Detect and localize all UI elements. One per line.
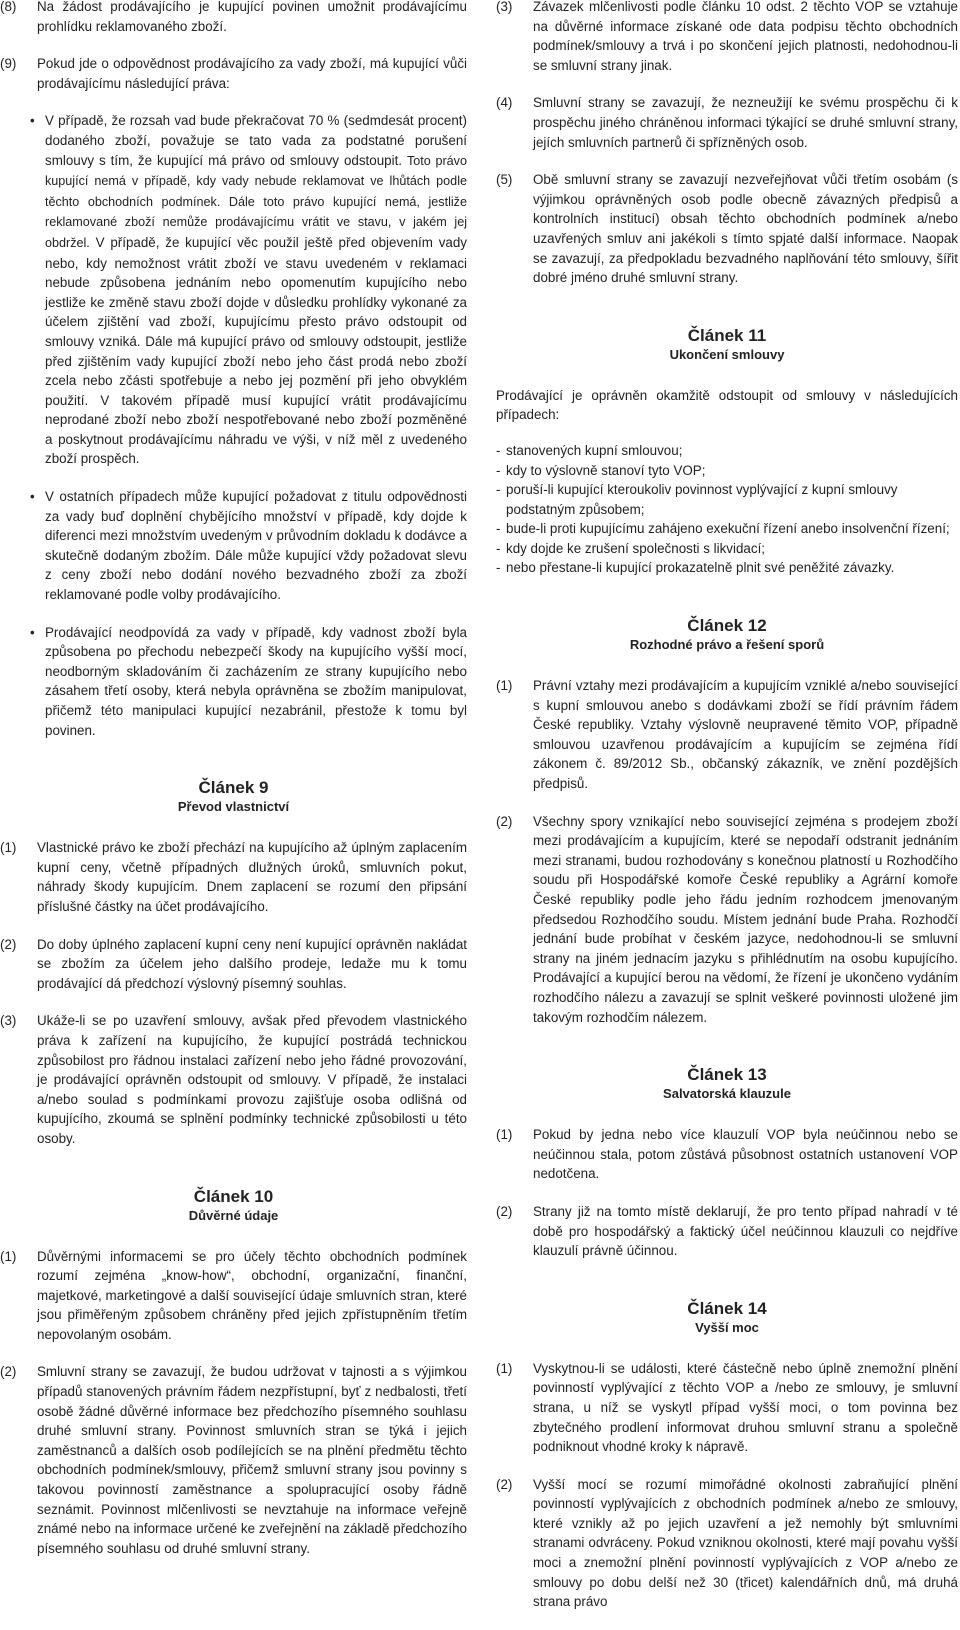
- article-12-clause-2: [496, 812, 958, 1028]
- article-11-list: [496, 441, 958, 578]
- article-9-clause-1: [0, 838, 467, 916]
- list-item: - kdy dojde ke zrušení společnosti s likvidací;: [496, 539, 958, 559]
- list-item: - bude-li proti kupujícímu zahájeno exekuční řízení anebo insolvenční řízení;: [496, 519, 958, 539]
- bullet-text: Prodávající neodpovídá za vady v případě, kdy vadnost zboží byla způsobena po přechodu nebezpečí škody na kupujícího vyšší mocí, neodborným skladováním či zacházením ze strany kupujícího nebo zásahem třetí osoby, která nebyla oprávněna se zbožím manipulovat, přičemž této manipulaci kupující nezabránil, přestože k tomu byl povinen.: [45, 624, 467, 738]
- clause-text: Na žádost prodávajícího je kupující povinen umožnit prodávajícímu prohlídku reklamovaného zboží.: [37, 0, 467, 34]
- clause-number: (3): [0, 1013, 17, 1029]
- article-9-title: Článek 9: [198, 778, 269, 798]
- clause-9: [0, 54, 467, 93]
- bullet-item-rights-1: [0, 111, 467, 469]
- article-9-subtitle: Převod vlastnictví: [177, 799, 290, 815]
- bullet-item-rights-3: [0, 623, 467, 741]
- article-14-clause-2: [496, 1475, 958, 1612]
- article-10-clause-5: [496, 170, 958, 288]
- clause-number: (1): [0, 1248, 17, 1264]
- clause-number: (1): [0, 840, 17, 856]
- clause-number: (1): [496, 678, 513, 694]
- clause-text: Do doby úplného zaplacení kupní ceny není kupující oprávněn nakládat se zbožím za účelem jeho dalšího prodeje, ledaže mu k tomu prodávající dá předchozí výslovný písemný souhlas.: [37, 936, 467, 991]
- list-item: - poruší-li kupující kteroukoliv povinnost vyplývající z kupní smlouvy podstatným způsobem;: [496, 480, 958, 519]
- clause-text: Závazek mlčenlivosti podle článku 10 odst. 2 těchto VOP se vztahuje na důvěrné informace získané ode data podpisu těchto obchodních podmínek/smlouvy a trvá i po skončení jejich platnosti, nedohodnou-li se smluvní strany jinak.: [533, 0, 958, 73]
- clause-text: Strany již na tomto místě deklarují, že pro tento případ nahradí v té době pro hospodářský a faktický účel neúčinnou klauzuli co nejdříve klauzulí právně účinnou.: [533, 1203, 958, 1259]
- bullet-text: V případě, že rozsah vad bude překračovat 70 % (sedmdesát procent) dodaného zboží, považuje se tato vada za podstatné porušení smlouvy s tím, že kupující má právo od smlouvy odstoupit.: [45, 113, 467, 168]
- clause-number: (1): [496, 1127, 513, 1143]
- clause-number: (2): [496, 1476, 513, 1492]
- clause-text: Všechny spory vznikající nebo související zejména s prodejem zboží mezi prodávajícím a kupujícím, které se nepodaří odstranit jednáním mezi stranami, budou rozhodovány s konečnou platností u Rozhodčího soudu při Hospodářské komoře České republiky a Agrární komoře České republiky podle jeho řádu jedním rozhodcem jmenovaným předsedou Rozhodčího soudu. Místem jednání bude Praha. Rozhodčí jednání bude probíhat v českém jazyce, nedohodnou-li se smluvní strany na jiném jednacím jazyku s přihlédnutím na osobu kupujícího. Prodávající a kupující berou na vědomí, že řízení je ukončeno vydáním rozhodčího nálezu a zavazují se splnit veškeré povinnosti uložené jim takovým rozhodčím nálezem.: [533, 813, 958, 1025]
- article-10-clause-2: [0, 1362, 467, 1558]
- clause-number: (1): [496, 1360, 513, 1376]
- clause-number: (9): [0, 56, 17, 72]
- clause-number: (2): [0, 936, 17, 952]
- article-12-subtitle: Rozhodné právo a řešení sporů: [629, 637, 825, 653]
- clause-text: Smluvní strany se zavazují, že budou udržovat v tajnosti a s výjimkou případů stanovených právním řádem nezpřístupní, byť z nedbalosti, třetí osobě žádné důvěrné informace bez předchozího písemného souhlasu druhé smluvní strany. Povinnost smluvních stran se týká i jejich zaměstnanců a dalších osob podílejících se na plnění předmětu těchto obchodních podmínek/smlouvy, přičemž smluvní strany jsou povinny s takovou povinností zaměstnance a spolupracující osoby řádně seznámit. Povinnost mlčenlivosti se nevztahuje na informace veřejně známé nebo na informace určené ke zveřejnění na základě předchozího písemného souhlasu od druhé smluvní strany.: [37, 1364, 467, 1556]
- clause-text: Pokud by jedna nebo více klauzulí VOP byla neúčinnou nebo se neúčinnou stala, potom zůstává působnost ostatních ustanovení VOP nedotčena.: [533, 1127, 958, 1182]
- right-column: [496, 0, 958, 1630]
- article-13-clause-1: [496, 1125, 958, 1184]
- article-10-subtitle: Důvěrné údaje: [188, 1207, 279, 1223]
- clause-8: [0, 0, 467, 36]
- bullet-text: V případě, že kupující věc použil ještě před objevením vady nebo, kdy nemožnost vrátit zboží ve stavu uvedeném v reklamaci nebude způsobena jednáním nebo opomenutím kupujícího nebo jestliže ke změně stavu zboží dojde v důsledku prohlídky vykonané za účelem zjištění vad zboží, kupujícímu přesto právo odstoupit od smlouvy vzniká. Dále má kupující právo od smlouvy odstoupit, jestliže před zjištěním vady kupující zboží nebo jeho část prodá nebo zboží zcela nebo zčásti spotřebuje a nebo jej pozmění při jeho obvyklém použití. V takovém případě musí kupující vrátit prodávajícímu neprodané zboží nebo zboží nespotřebované nebo zboží pozměněné a poskytnout prodávajícímu náhradu ve výši, v níž měl z uvedeného zboží prospěch.: [45, 234, 467, 467]
- article-14-clause-1: [496, 1359, 958, 1457]
- article-14-title: Článek 14: [687, 1298, 767, 1318]
- article-13-title: Článek 13: [687, 1065, 767, 1085]
- article-9-clause-2: [0, 935, 467, 994]
- article-10-clause-3: [496, 0, 958, 75]
- clause-text: Právní vztahy mezi prodávajícím a kupujícím vzniklé a/nebo související s kupní smlouvou anebo s dodávkami zboží se řídí právním řádem České republiky. Vztahy výslovně neupravené těmito VOP, případně smlouvou uzavřenou prodávajícím a kupujícím se zejména řídí zákonem č. 89/2012 Sb., občanský zákazník, ve znění pozdějších předpisů.: [533, 678, 958, 792]
- article-11-intro: Prodávající je oprávněn okamžitě odstoupit od smlouvy v následujících případech:: [496, 387, 958, 423]
- clause-number: (2): [0, 1364, 17, 1380]
- article-12-title: Článek 12: [687, 616, 767, 636]
- bullet-text: Toto právo kupující nemá v případě, kdy vady nebude reklamovat ve lhůtách podle těchto obchodních podmínek. Dále toto právo kupující nemá, jestliže reklamované zboží nemůže prodávajícímu vrátit ve stavu, v jakém jej obdržel.: [45, 153, 467, 250]
- clause-text: Vyskytnou-li se události, které částečně nebo úplně znemožní plnění povinností vyplývající z těchto VOP a /nebo ze smlouvy, je smluvní strana, u níž se vyskytl případ vyšší moci, o tom povinna bez zbytečného prodlení informovat druhou smluvní stranu a společně podniknout vhodné kroky k nápravě.: [533, 1360, 958, 1455]
- clause-number: (8): [0, 0, 17, 14]
- clause-text: Obě smluvní strany se zavazují nezveřejňovat vůči třetím osobám (s výjimkou oprávněných osob podle obecně závazných předpisů a kontrolních institucí) obsah těchto obchodních podmínek a/nebo uzavřených smluv ani jakékoli s tímto spjaté další informace. Naopak se zavazují, za předpokladu bezvadného naplňování této smlouvy, šířit dobré jméno druhé smluvní strany.: [533, 172, 958, 286]
- clause-text: Důvěrnými informacemi se pro účely těchto obchodních podmínek rozumí zejména „know-how“, obchodní, organizační, finanční, majetkové, marketingové a další související údaje smluvních stran, které jsou přiměřeným způsobem chráněny před jejich zpřístupněním třetím nepovolaným osobám.: [37, 1248, 467, 1342]
- article-11-title: Článek 11: [687, 325, 767, 345]
- left-column: [0, 0, 467, 1576]
- article-12-clause-1: [496, 676, 958, 794]
- list-item: - stanovených kupní smlouvou;: [496, 441, 958, 461]
- article-10-title: Článek 10: [193, 1186, 274, 1206]
- article-10-clause-1: [0, 1247, 467, 1345]
- clause-text: Smluvní strany se zavazují, že nezneužijí ke svému prospěchu či k prospěchu jiného chráněnou informaci týkající se druhé smluvní strany, jejích smluvních partnerů či spřízněných osob.: [533, 95, 958, 150]
- clause-number: (2): [496, 813, 513, 829]
- clause-number: (2): [496, 1203, 513, 1219]
- clause-number: (5): [496, 172, 513, 188]
- bullet-item-rights-2: [0, 487, 467, 605]
- clause-text: Vyšší mocí se rozumí mimořádné okolnosti zabraňující plnění povinností vyplývajících z obchodních podmínek a/nebo ze smlouvy, které vznikly až po jejich uzavření a jež nemohly být smluvními stranami odvráceny. Pokud vzniknou okolnosti, které mají povahu vyšší moci a znemožní plnění povinností vyplývajících z VOP a/nebo ze smlouvy po dobu delší než 30 (třicet) kalendářních dnů, má druhá strana právo: [533, 1476, 958, 1610]
- clause-number: (3): [496, 0, 513, 14]
- clause-text: Vlastnické právo ke zboží přechází na kupujícího až úplným zaplacením kupní ceny, včetně případných dlužných úroků, smluvních pokut, náhrady škody kupujícím. Dnem zaplacení se rozumí den připsání příslušné částky na účet prodávajícího.: [37, 840, 467, 914]
- clause-text: Ukáže-li se po uzavření smlouvy, avšak před převodem vlastnického práva k zařízení na kupujícího, že kupující postrádá technickou způsobilost pro řádnou instalaci zařízení nebo jeho řádné provozování, je prodávající oprávněn odstoupit od smlouvy. V případě, že instalaci a/nebo soulad s podmínkami provozu zajišťuje osoba odlišná od kupujícího, zkoumá se splnění podmínky technické způsobilosti u této osoby.: [37, 1013, 467, 1146]
- list-item: - kdy to výslovně stanoví tyto VOP;: [496, 461, 958, 481]
- article-11-subtitle: Ukončení smlouvy: [669, 346, 785, 362]
- clause-number: (4): [496, 95, 513, 111]
- article-14-subtitle: Vyšší moc: [695, 1319, 759, 1335]
- article-13-subtitle: Salvatorská klauzule: [663, 1086, 791, 1102]
- article-9-clause-3: [0, 1011, 467, 1148]
- bullet-text: V ostatních případech může kupující požadovat z titulu odpovědnosti za vady buď doplnění chybějícího množství v případě, kdy dojde k diferenci mezi množstvím uvedeným v průvodním dokladu k dodávce a skutečně dodaným zbožím. Dále může kupující vždy požadovat slevu z ceny zboží nebo dodání nového bezvadného zboží za zboží reklamované podle volby prodávajícího.: [45, 489, 467, 603]
- list-item: - nebo přestane-li kupující prokazatelně plnit své peněžité závazky.: [496, 558, 958, 578]
- article-10-clause-4: [496, 93, 958, 152]
- clause-text: Pokud jde o odpovědnost prodávajícího za vady zboží, má kupující vůči prodávajícímu následující práva:: [37, 56, 467, 91]
- article-13-clause-2: [496, 1202, 958, 1261]
